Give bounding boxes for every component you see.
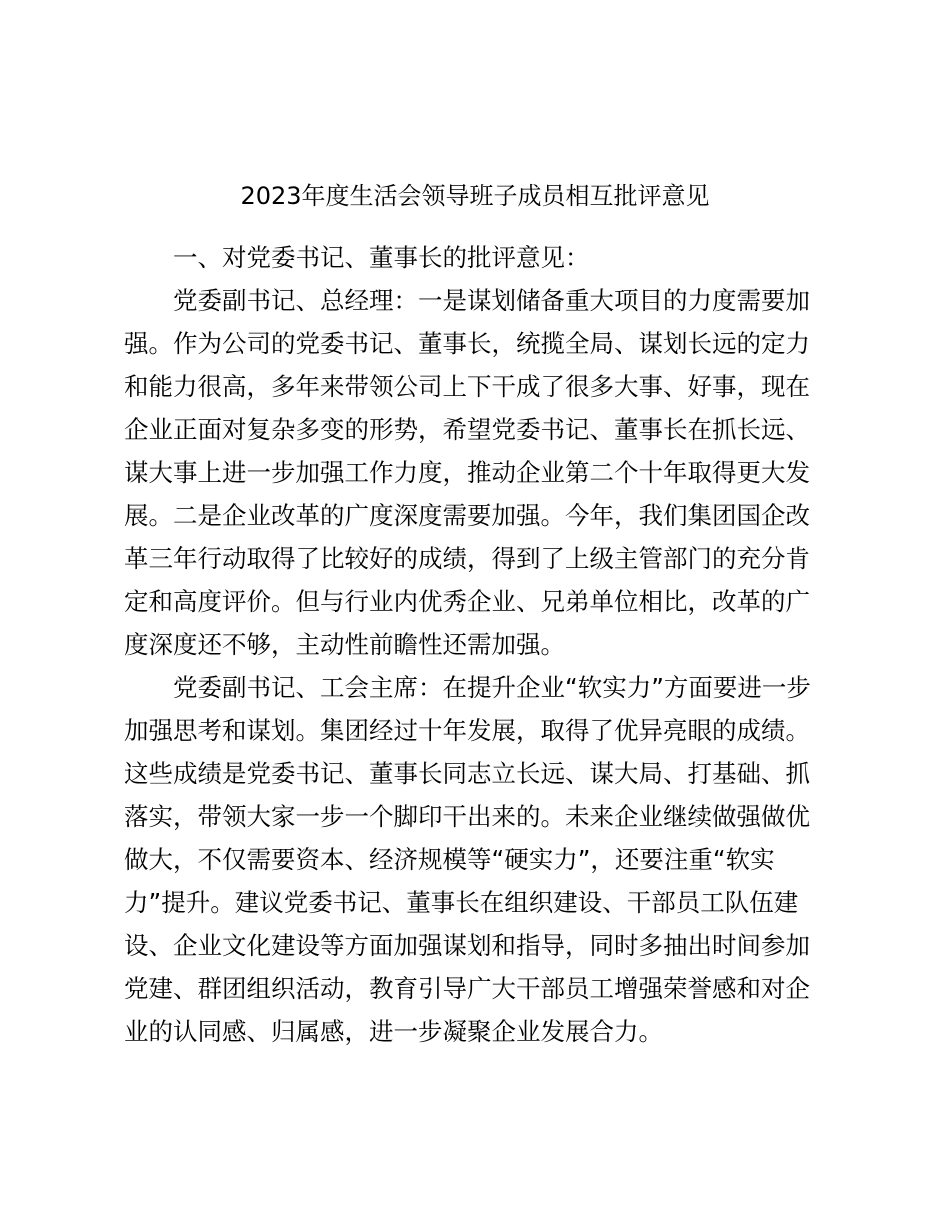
paragraph-1-line-9: 度深度还不够，主动性前瞻性还需加强。 [124, 630, 565, 659]
paragraph-2-line-8: 党建、群团组织活动，教育引导广大干部员工增强荣誉感和对企 [124, 974, 810, 1003]
document-title: 2023年度生活会领导班子成员相互批评意见 [240, 182, 710, 210]
section-heading: 一、对党委书记、董事长的批评意见： [173, 243, 590, 272]
paragraph-2-line-5: 做大，不仅需要资本、经济规模等“硬实力”，还要注重“软实 [124, 845, 775, 874]
paragraph-1-line-8: 定和高度评价。但与行业内优秀企业、兄弟单位相比，改革的广 [124, 587, 810, 616]
paragraph-1-line-2: 强。作为公司的党委书记、董事长，统揽全局、谋划长远的定力 [124, 329, 810, 358]
paragraph-2-line-6: 力”提升。建议党委书记、董事长在组织建设、干部员工队伍建 [124, 888, 799, 917]
paragraph-1-line-3: 和能力很高，多年来带领公司上下干成了很多大事、好事，现在 [124, 372, 810, 401]
paragraph-2-line-7: 设、企业文化建设等方面加强谋划和指导，同时多抽出时间参加 [124, 931, 810, 960]
paragraph-2-line-9: 业的认同感、归属感，进一步凝聚企业发展合力。 [124, 1017, 663, 1046]
paragraph-1-line-7: 革三年行动取得了比较好的成绩，得到了上级主管部门的充分肯 [124, 544, 810, 573]
paragraph-1-line-6: 展。二是企业改革的广度深度需要加强。今年，我们集团国企改 [124, 501, 810, 530]
paragraph-2-line-3: 这些成绩是党委书记、董事长同志立长远、谋大局、打基础、抓 [124, 759, 810, 788]
paragraph-2-line-1: 党委副书记、工会主席：在提升企业“软实力”方面要进一步 [173, 673, 811, 702]
paragraph-1-line-5: 谋大事上进一步加强工作力度，推动企业第二个十年取得更大发 [124, 458, 810, 487]
paragraph-1-line-4: 企业正面对复杂多变的形势，希望党委书记、董事长在抓长远、 [124, 415, 810, 444]
paragraph-2-line-2: 加强思考和谋划。集团经过十年发展，取得了优异亮眼的成绩。 [124, 716, 810, 745]
paragraph-2-line-4: 落实，带领大家一步一个脚印干出来的。未来企业继续做强做优 [124, 802, 810, 831]
paragraph-1-line-1: 党委副书记、总经理：一是谋划储备重大项目的力度需要加 [173, 286, 810, 315]
